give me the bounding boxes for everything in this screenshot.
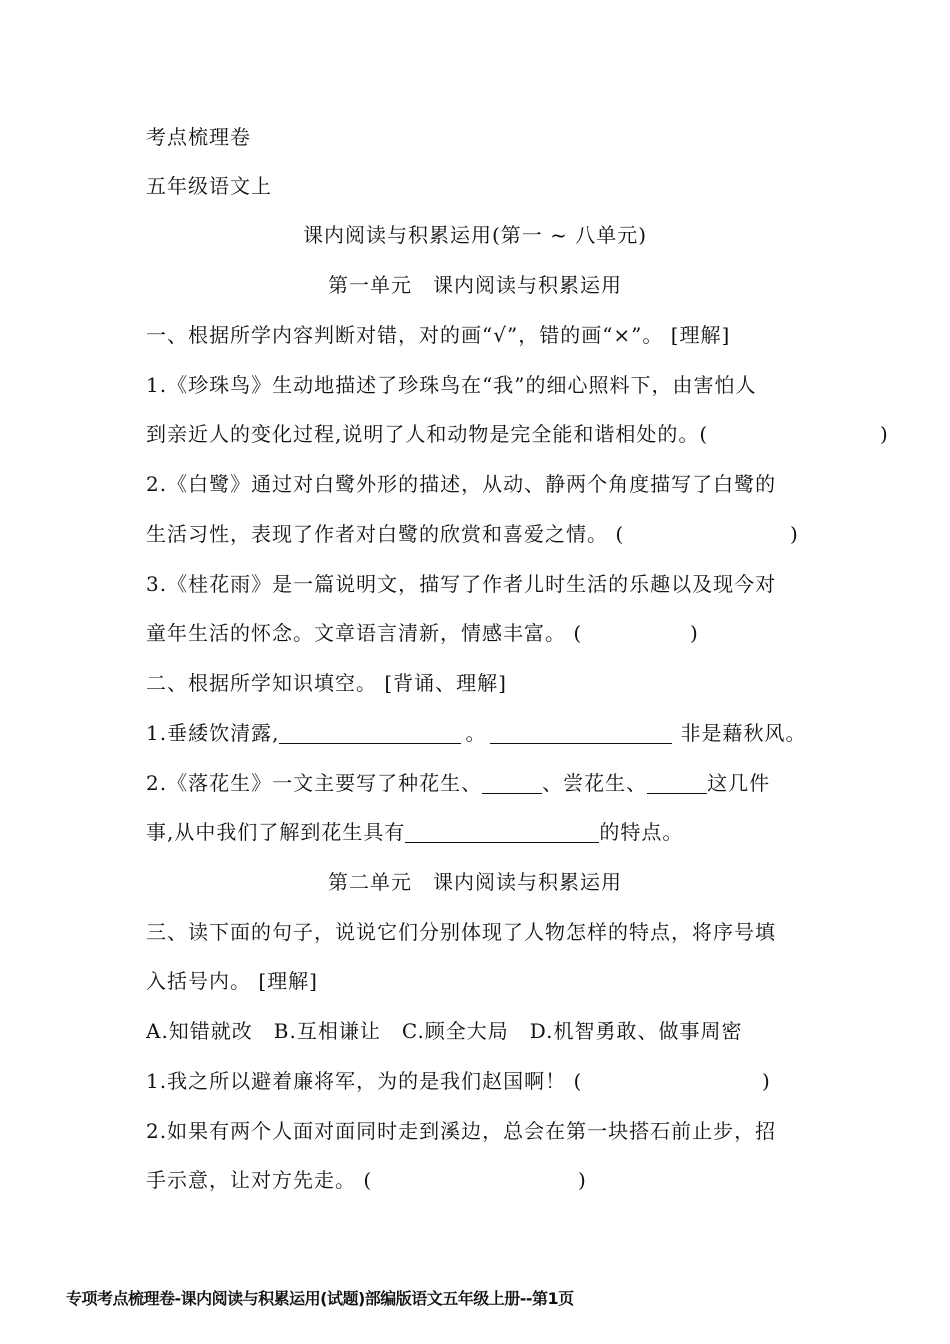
header-line-1: 考点梳理卷 [146, 125, 251, 149]
q2-item2-text-d: 事,从中我们了解到花生具有 [146, 820, 406, 844]
q2-item2-blank-1[interactable] [482, 771, 542, 794]
page-footer: 专项考点梳理卷-课内阅读与积累运用(试题)部编版语文五年级上册--第1页 [66, 1289, 574, 1308]
q3-item1 [146, 1066, 582, 1096]
q1-item2-line1: 2.《白鹭》通过对白鹭外形的描述，从动、静两个角度描写了白鹭的 [146, 472, 777, 496]
q1-item3-line1: 3.《桂花雨》是一篇说明文，描写了作者儿时生活的乐趣以及现今对 [146, 572, 777, 596]
q2-item1-text-a: 1.垂緌饮清露, [146, 721, 280, 745]
q3-item2-line2 [146, 1165, 372, 1195]
q1-item1-text: 到亲近人的变化过程,说明了人和动物是完全能和谐相处的。( [146, 422, 709, 446]
q2-heading: 二、根据所学知识填空。 [背诵、理解] [146, 671, 507, 695]
q3-item2-answer-close[interactable]: ) [578, 1168, 587, 1192]
q1-item1-line2 [146, 419, 708, 449]
q2-item1-text-c: 非是藉秋风。 [680, 721, 807, 745]
q3-item1-answer-close[interactable]: ) [762, 1069, 771, 1093]
q1-item1-line1: 1.《珍珠鸟》生动地描述了珍珠鸟在“我”的细心照料下，由害怕人 [146, 373, 757, 397]
q2-item1-blank-1[interactable] [279, 721, 461, 744]
header-line-2: 五年级语文上 [146, 174, 272, 198]
q1-item1-answer-close[interactable]: ) [880, 422, 889, 446]
q1-heading: 一、根据所学内容判断对错，对的画“√”，错的画“×”。 [理解] [146, 323, 731, 347]
q2-item2-text-a: 2.《落花生》一文主要写了种花生、 [146, 771, 483, 795]
q2-item2-blank-2[interactable] [647, 771, 707, 794]
q1-item3-line2 [146, 618, 582, 648]
q2-item2-line1 [146, 768, 770, 798]
q1-item3-text: 童年生活的怀念。文章语言清新，情感丰富。 ( [146, 621, 583, 645]
main-title: 课内阅读与积累运用(第一 ~ 八单元) [302, 223, 648, 247]
q3-item2-text: 手示意，让对方先走。 ( [146, 1168, 373, 1192]
q2-item2-blank-3[interactable] [405, 820, 599, 843]
q1-item2-line2 [146, 519, 624, 549]
q3-item2-line1: 2.如果有两个人面对面同时走到溪边，总会在第一块搭石前止步，招 [146, 1119, 777, 1143]
q1-item2-text: 生活习性，表现了作者对白鹭的欣赏和喜爱之情。 ( [146, 522, 625, 546]
q3-item1-text: 1.我之所以避着廉将军，为的是我们赵国啊！ ( [146, 1069, 583, 1093]
q2-item1-blank-2[interactable] [490, 721, 672, 744]
q1-item3-answer-close[interactable]: ) [690, 621, 699, 645]
q3-heading-line1: 三、读下面的句子，说说它们分别体现了人物怎样的特点，将序号填 [146, 920, 776, 944]
q2-item1-text-b: 。 [465, 721, 487, 745]
q1-item2-answer-close[interactable]: ) [790, 522, 799, 546]
q2-item2-text-e: 的特点。 [599, 820, 684, 844]
unit1-title: 第一单元 课内阅读与积累运用 [328, 273, 622, 297]
q3-options: A.知错就改 B.互相谦让 C.顾全大局 D.机智勇敢、做事周密 [146, 1019, 743, 1043]
q2-item2-text-c: 这几件 [707, 771, 771, 795]
q3-heading-line2: 入括号内。 [理解] [146, 969, 318, 993]
q2-item1 [146, 718, 806, 748]
unit2-title: 第二单元 课内阅读与积累运用 [328, 870, 622, 894]
q2-item2-line2 [146, 817, 683, 847]
q2-item2-text-b: 、尝花生、 [542, 771, 648, 795]
